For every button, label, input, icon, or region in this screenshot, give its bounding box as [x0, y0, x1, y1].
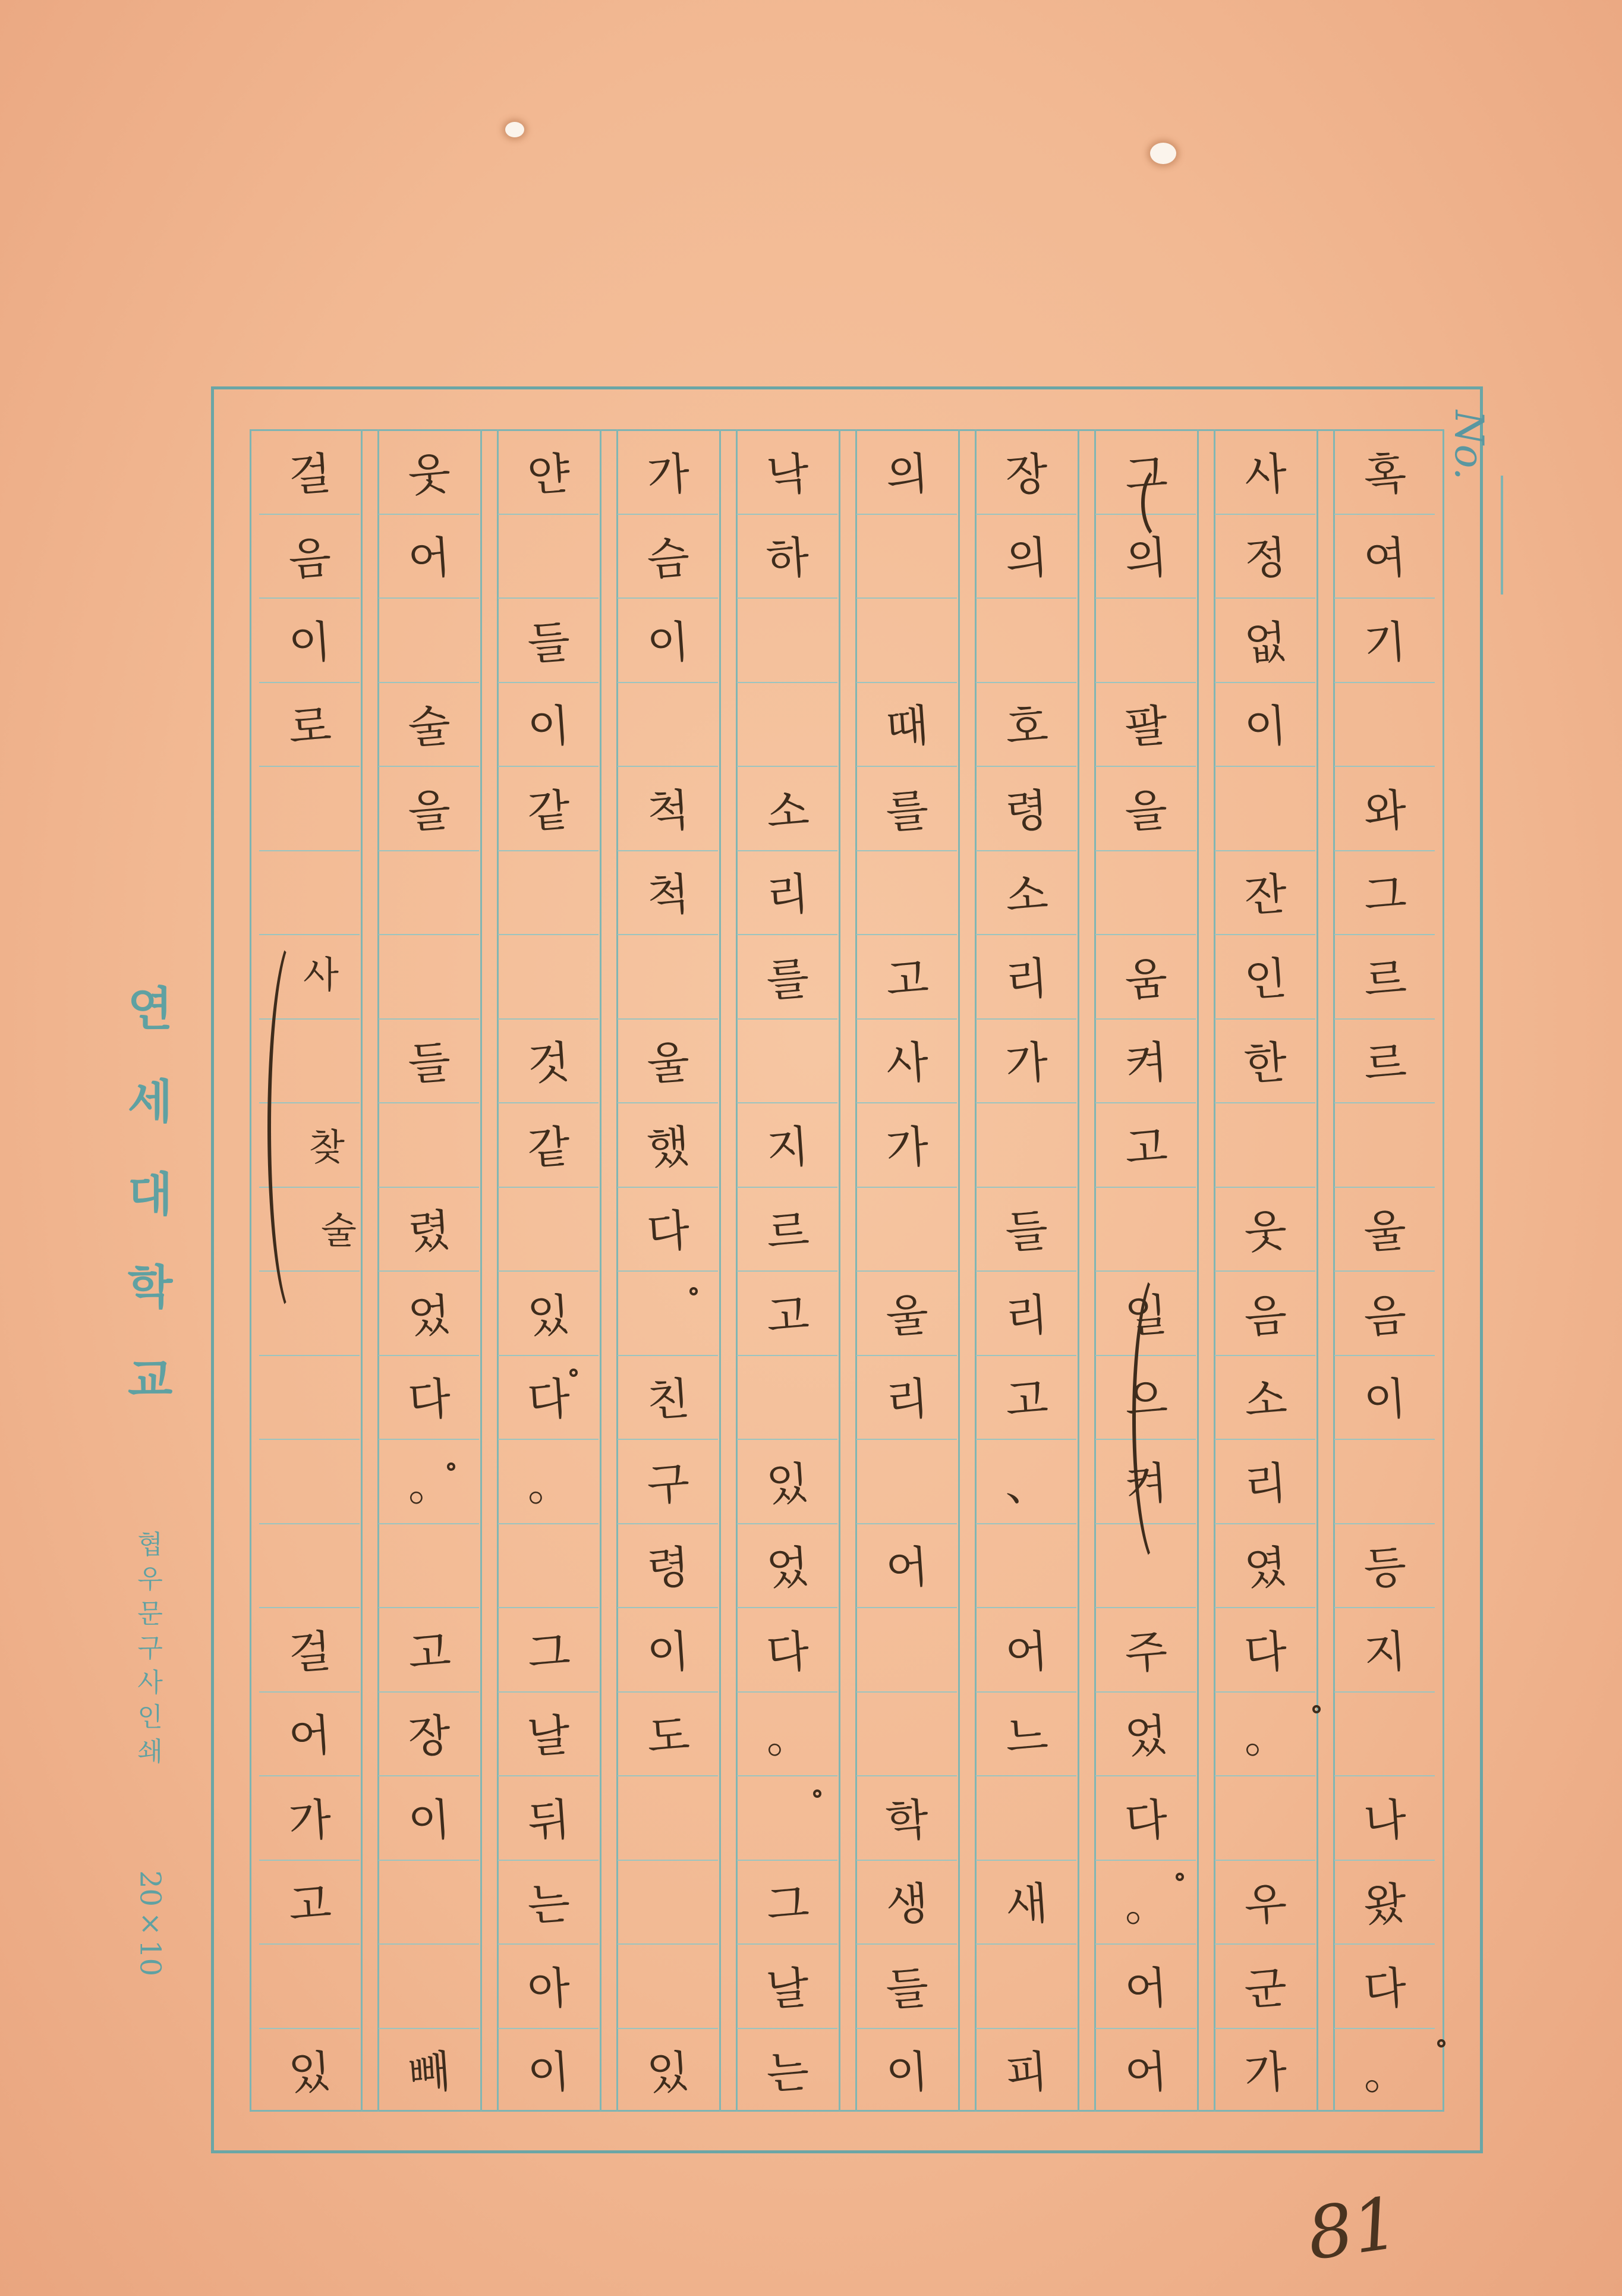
- grid-character: 리: [1003, 1289, 1050, 1344]
- grid-character: 웃: [1242, 1204, 1289, 1259]
- footer-character: 쇄: [137, 1737, 163, 1767]
- grid-character: 걸: [286, 1625, 333, 1680]
- grid-character: 이: [525, 2046, 572, 2100]
- row-divider: [856, 1691, 957, 1693]
- grid-character: 르: [1362, 1036, 1408, 1091]
- school-name: [128, 963, 172, 1427]
- grid-character: 술: [406, 700, 452, 754]
- grid-character: 정: [1242, 531, 1289, 586]
- footer-character: 문: [137, 1599, 163, 1629]
- grid-character: 팔: [1123, 700, 1169, 754]
- column-divider: [719, 429, 721, 2112]
- grid-character: 리: [764, 868, 811, 923]
- margin-insert-a: 사: [303, 953, 339, 996]
- grid-character: 어: [286, 1709, 333, 1764]
- grid-character: 등: [1362, 1541, 1408, 1596]
- grid-character: 었: [764, 1541, 811, 1596]
- footer-character: 연: [128, 982, 173, 1036]
- grid-character: 이: [525, 700, 572, 754]
- grid-character: 사: [884, 1036, 930, 1091]
- grid-character: 、: [1003, 1457, 1050, 1512]
- grid-character: 다: [1242, 1625, 1289, 1680]
- grid-character: 있: [764, 1457, 811, 1512]
- row-divider: [618, 1860, 718, 1861]
- grid-character: 한: [1242, 1036, 1289, 1091]
- grid-character: 나: [1362, 1794, 1408, 1848]
- grid-character: 다: [645, 1204, 691, 1259]
- punch-hole-right: [1150, 143, 1176, 164]
- grid-character: 울: [645, 1036, 691, 1091]
- grid-character: 르: [1362, 952, 1408, 1007]
- grid-character: 그: [525, 1625, 572, 1680]
- grid-character: 있: [286, 2046, 333, 2100]
- row-divider: [259, 1439, 360, 1440]
- grid-character: 있: [645, 2046, 691, 2100]
- grid-character: 령: [645, 1541, 691, 1596]
- grid-character: 낙: [764, 448, 811, 502]
- grid-character: 군: [1242, 1962, 1289, 2017]
- grid-character: 고: [764, 1289, 811, 1344]
- grid-character: 느: [1003, 1709, 1050, 1764]
- grid-character: 고: [1003, 1373, 1050, 1427]
- period-mark: [447, 1462, 455, 1471]
- grid-character: 구: [645, 1457, 691, 1512]
- grid-character: 다: [525, 1373, 572, 1427]
- grid-character: 령: [1003, 784, 1050, 839]
- punch-hole-left: [505, 122, 524, 137]
- grid-character: 。: [525, 1457, 572, 1512]
- grid-character: 고: [286, 1877, 333, 1932]
- grid-character: 의: [884, 448, 930, 502]
- margin-insert-c: 술: [321, 1209, 357, 1252]
- grid-character: 었: [1123, 1709, 1169, 1764]
- grid-character: 들: [525, 616, 572, 671]
- row-divider: [737, 682, 837, 683]
- grid-character: 다: [1362, 1962, 1408, 2017]
- grid-character: 가: [286, 1794, 333, 1848]
- period-mark: [813, 1789, 821, 1798]
- grid-character: 지: [1362, 1625, 1408, 1680]
- grid-character: 척: [645, 868, 691, 923]
- grid-character: 르: [764, 1204, 811, 1259]
- grid-character: 。: [1361, 2046, 1409, 2100]
- grid-character: 슴: [645, 531, 691, 586]
- grid-character: 。: [1122, 1877, 1170, 1932]
- row-divider: [379, 1943, 479, 1945]
- number-blank-line: [1501, 476, 1503, 595]
- grid-character: 어: [406, 531, 452, 586]
- row-divider: [856, 597, 957, 599]
- footer-character: 학: [128, 1260, 173, 1314]
- grid-character: 그: [1362, 868, 1408, 923]
- grid-character: 이: [1242, 700, 1289, 754]
- grid-character: 잔: [1242, 868, 1289, 923]
- grid-character: 음: [1362, 1289, 1408, 1344]
- grid-character: 새: [1003, 1877, 1050, 1932]
- grid-character: 장: [406, 1709, 452, 1764]
- grid-character: 가: [645, 448, 691, 502]
- grid-character: 어: [1003, 1625, 1050, 1680]
- grid-character: 걸: [286, 448, 333, 502]
- edit-bracket-col3: [1141, 464, 1186, 542]
- period-mark: [1437, 2039, 1445, 2047]
- grid-character: 장: [1003, 448, 1050, 502]
- number-label: No.: [1446, 410, 1492, 480]
- footer-character: 우: [137, 1564, 163, 1594]
- grid-character: 사: [1242, 448, 1289, 502]
- grid-character: 같: [525, 1121, 572, 1175]
- grid-character: 다: [1123, 1794, 1169, 1848]
- grid-character: 는: [525, 1877, 572, 1932]
- grid-character: 들: [884, 1962, 930, 2017]
- grid-character: 같: [525, 784, 572, 839]
- grid-character: 지: [764, 1121, 811, 1175]
- edit-bracket-col3-lower: [1132, 1266, 1189, 1571]
- grid-character: 빼: [406, 2046, 452, 2100]
- grid-character: 없: [1242, 616, 1289, 671]
- footer-character: 사: [137, 1668, 163, 1698]
- grid-character: 。: [764, 1709, 811, 1764]
- grid-character: 울: [1362, 1204, 1408, 1259]
- footer-character: 협: [137, 1530, 163, 1560]
- grid-character: 소: [1242, 1373, 1289, 1427]
- grid-character: 인: [1242, 952, 1289, 1007]
- margin-insert-b: 찾: [309, 1125, 345, 1169]
- grid-character: 와: [1362, 784, 1408, 839]
- row-divider: [379, 934, 479, 935]
- grid-character: 날: [525, 1709, 572, 1764]
- grid-character: 어: [1123, 2046, 1169, 2100]
- grid-character: 을: [1123, 784, 1169, 839]
- printed-footer: [128, 963, 172, 1976]
- grid-character: 있: [525, 1289, 572, 1344]
- grid-character: 고: [1123, 1121, 1169, 1175]
- grid-character: 를: [764, 952, 811, 1007]
- grid-character: 리: [1242, 1457, 1289, 1512]
- grid-character: 친: [645, 1373, 691, 1427]
- grid-character: 는: [764, 2046, 811, 2100]
- grid-character: 얀: [525, 448, 572, 502]
- grid-character: 이: [645, 1625, 691, 1680]
- grid-character: 다: [406, 1373, 452, 1427]
- row-divider: [259, 850, 360, 851]
- grid-character: 였: [1242, 1541, 1289, 1596]
- grid-character: 주: [1123, 1625, 1169, 1680]
- column-divider: [480, 429, 482, 2112]
- grid-character: 어: [884, 1541, 930, 1596]
- footer-character: 교: [128, 1353, 173, 1407]
- grid-character: 리: [884, 1373, 930, 1427]
- grid-character: 음: [286, 531, 333, 586]
- grid-character: 켜: [1123, 1457, 1169, 1512]
- footer-character: 대: [128, 1168, 173, 1222]
- row-divider: [259, 934, 360, 935]
- grid-character: 를: [884, 784, 930, 839]
- grid-character: 의: [1123, 531, 1169, 586]
- grid-character: 이: [286, 616, 333, 671]
- grid-character: 울: [884, 1289, 930, 1344]
- grid-size-label: 20×10: [133, 1870, 167, 1977]
- grid-character: 고: [884, 952, 930, 1007]
- column-divider: [600, 429, 601, 2112]
- grid-character: 을: [406, 784, 452, 839]
- period-mark: [1176, 1873, 1184, 1881]
- grid-character: 생: [884, 1877, 930, 1932]
- footer-character: 구: [137, 1633, 163, 1663]
- grid-character: 하: [764, 531, 811, 586]
- grid-character: 어: [1123, 1962, 1169, 2017]
- column-divider: [839, 429, 840, 2112]
- grid-character: 소: [764, 784, 811, 839]
- grid-character: 가: [1242, 2046, 1289, 2100]
- grid-character: 의: [1003, 531, 1050, 586]
- grid-character: 。: [1242, 1709, 1289, 1764]
- row-divider: [498, 934, 599, 935]
- grid-character: 이: [1362, 1373, 1408, 1427]
- grid-character: 날: [764, 1962, 811, 2017]
- grid-character: 리: [1003, 952, 1050, 1007]
- grid-character: 가: [1003, 1036, 1050, 1091]
- grid-character: 들: [406, 1036, 452, 1091]
- grid-character: 웃: [406, 448, 452, 502]
- grid-character: 것: [525, 1036, 572, 1091]
- grid-character: 피: [1003, 2046, 1050, 2100]
- column-divider: [1197, 429, 1199, 2112]
- grid-character: 일: [1123, 1289, 1169, 1344]
- grid-character: 음: [1242, 1289, 1289, 1344]
- printer-credit: [137, 1528, 163, 1769]
- grid-character: 그: [764, 1877, 811, 1932]
- period-mark: [1312, 1705, 1321, 1713]
- footer-character: 인: [137, 1702, 163, 1732]
- grid-character: 여: [1362, 531, 1408, 586]
- grid-character: 아: [525, 1962, 572, 2017]
- grid-character: 때: [884, 700, 930, 754]
- row-divider: [259, 1523, 360, 1524]
- grid-character: 으: [1123, 1373, 1169, 1427]
- column-divider: [1317, 429, 1318, 2112]
- footer-character: 세: [128, 1075, 173, 1129]
- grid-character: 왔: [1362, 1877, 1408, 1932]
- row-divider: [259, 1355, 360, 1356]
- grid-character: 뒤: [525, 1794, 572, 1848]
- grid-character: 학: [884, 1794, 930, 1848]
- grid-character: 이: [406, 1794, 452, 1848]
- grid-character: 소: [1003, 868, 1050, 923]
- grid-character: 로: [286, 700, 333, 754]
- grid-character: 。: [405, 1457, 453, 1512]
- grid-character: 가: [884, 1121, 930, 1175]
- grid-character: 이: [884, 2046, 930, 2100]
- period-mark: [689, 1287, 698, 1295]
- column-divider: [1078, 429, 1079, 2112]
- grid-character: 호: [1003, 700, 1050, 754]
- grid-character: 켜: [1123, 1036, 1169, 1091]
- grid-character: 고: [406, 1625, 452, 1680]
- column-divider: [361, 429, 363, 2112]
- grid-character: 었: [406, 1289, 452, 1344]
- grid-character: 기: [1362, 616, 1408, 671]
- grid-character: 다: [764, 1625, 811, 1680]
- grid-character: 움: [1123, 952, 1169, 1007]
- grid-character: 도: [645, 1709, 691, 1764]
- page-number: 81: [1302, 2182, 1404, 2276]
- grid-character: 척: [645, 784, 691, 839]
- row-divider: [618, 1943, 718, 1945]
- grid-character: 들: [1003, 1204, 1050, 1259]
- grid-character: 그: [1123, 448, 1169, 502]
- grid-character: 했: [645, 1121, 691, 1175]
- grid-character: 우: [1242, 1877, 1289, 1932]
- period-mark: [569, 1369, 578, 1377]
- grid-character: 렸: [406, 1204, 452, 1259]
- grid-character: 이: [645, 616, 691, 671]
- column-divider: [958, 429, 960, 2112]
- grid-character: 혹: [1362, 448, 1408, 502]
